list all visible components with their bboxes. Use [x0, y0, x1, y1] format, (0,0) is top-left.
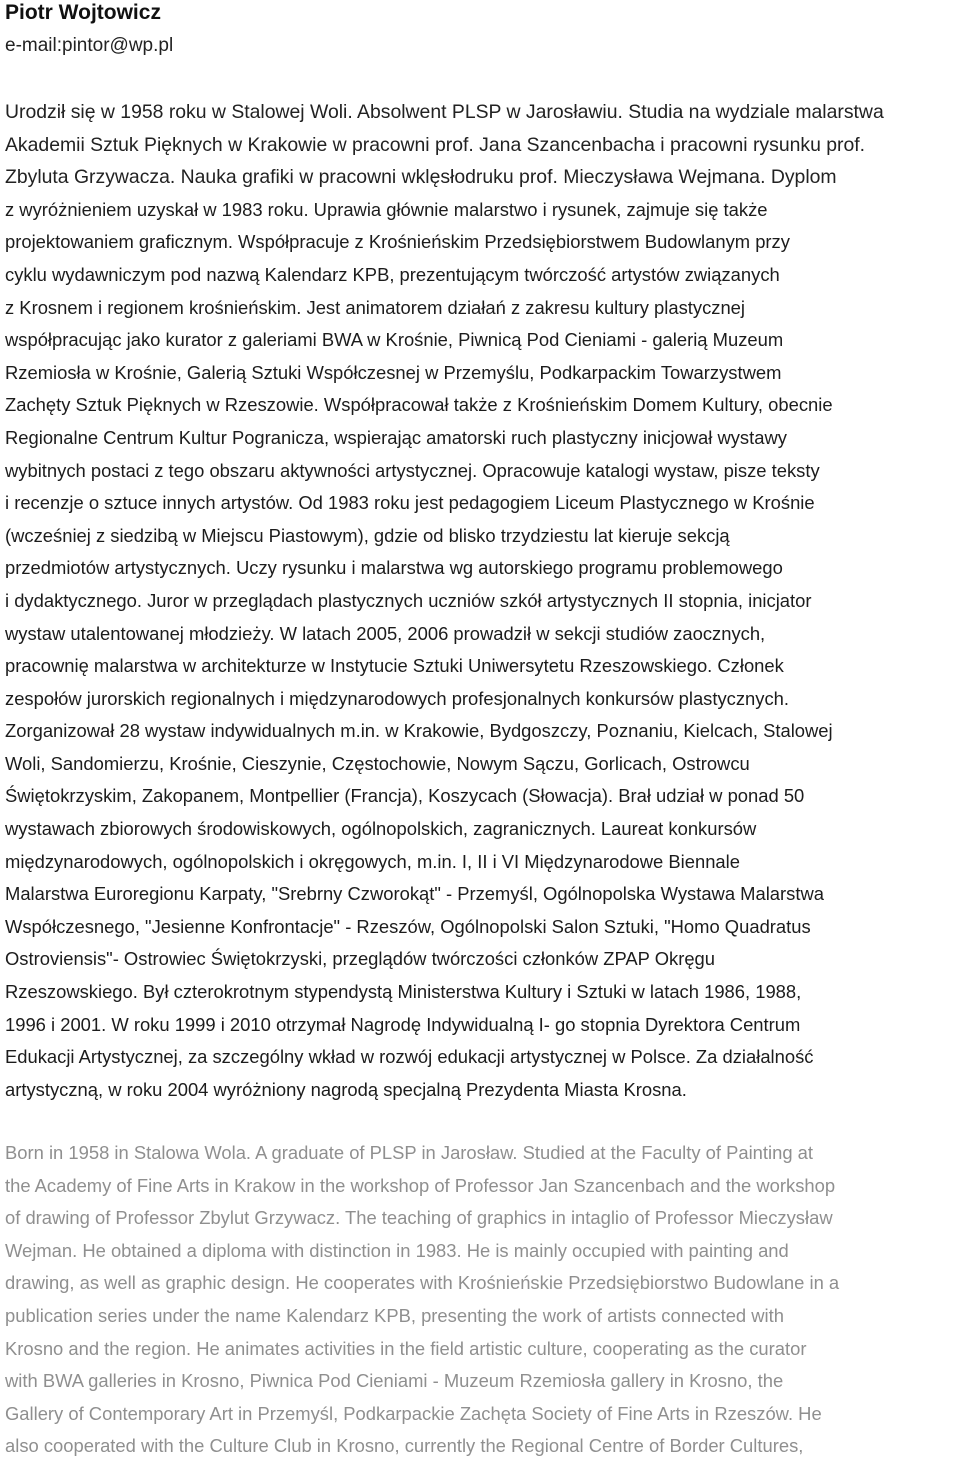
text-line: Zbyluta Grzywacza. Nauka grafiki w pracowni wklęsłodruku prof. Mieczysława Wejmana. Dyplom	[5, 166, 837, 189]
text-line: międzynarodowych, ogólnopolskich i okręgowych, m.in. I, II i VI Międzynarodowe Biennale	[5, 850, 740, 872]
text-line: Krosno and the region. He animates activities in the field artistic culture, cooperating as the curator	[5, 1337, 807, 1359]
text-line: pracownię malarstwa w architekturze w Instytucie Sztuki Uniwersytetu Rzeszowskiego. Członek	[5, 655, 784, 677]
text-line: (wcześniej z siedzibą w Miejscu Piastowym), gdzie od blisko trzydziestu lat kieruje sekcją	[5, 524, 730, 546]
author-email: e-mail:pintor@wp.pl	[5, 35, 174, 56]
text-line: drawing, as well as graphic design. He cooperates with Krośnieńskie Przedsiębiorstwo Budowlane in a	[5, 1272, 840, 1294]
text-line: Rzemiosła w Krośnie, Galerią Sztuki Współczesnej w Przemyślu, Podkarpackim Towarzystwem	[5, 361, 782, 383]
text-line: wybitnych postaci z tego obszaru aktywności artystycznej. Opracowuje katalogi wystaw, pisze teksty	[5, 459, 820, 481]
text-line: of drawing of Professor Zbylut Grzywacz. The teaching of graphics in intaglio of Professor Mieczysław	[5, 1207, 833, 1229]
text-line: 1996 i 2001. W roku 1999 i 2010 otrzymał Nagrodę Indywidualną I- go stopnia Dyrektora Centrum	[5, 1013, 801, 1035]
text-line: Malarstwa Euroregionu Karpaty, "Srebrny Czworokąt" - Przemyśl, Ogólnopolska Wystawa Malarstwa	[5, 883, 824, 905]
text-line: przedmiotów artystycznych. Uczy rysunku i malarstwa wg autorskiego programu problemowego	[5, 557, 783, 579]
author-name: Piotr Wojtowicz	[5, 1, 161, 24]
text-line: Akademii Sztuk Pięknych w Krakowie w pracowni prof. Jana Szancenbacha i pracowni rysunku prof.	[5, 133, 866, 156]
text-line: Regionalne Centrum Kultur Pogranicza, wspierając amatorski ruch plastyczny inicjował wystawy	[5, 426, 787, 448]
text-line: Wejman. He obtained a diploma with distinction in 1983. He is mainly occupied with painting and	[5, 1239, 789, 1261]
text-line: Zachęty Sztuk Pięknych w Rzeszowie. Współpracował także z Krośnieńskim Domem Kultury, obecnie	[5, 394, 833, 416]
text-line: współpracując jako kurator z galeriami BWA w Krośnie, Piwnicą Pod Cieniami - galerią Muzeum	[5, 329, 784, 351]
text-line: i dydaktycznego. Juror w przeglądach plastycznych uczniów szkół artystycznych II stopnia, inicjator	[5, 589, 812, 611]
text-line: z Krosnem i regionem krośnieńskim. Jest animatorem działań z zakresu kultury plastycznej	[5, 296, 745, 318]
text-line: Zorganizował 28 wystaw indywidualnych m.in. w Krakowie, Bydgoszczy, Poznaniu, Kielcach, Stalowej	[5, 720, 833, 742]
text-line: i recenzje o sztuce innych artystów. Od 1983 roku jest pedagogiem Liceum Plastycznego w Krośnie	[5, 492, 815, 514]
text-line: wystaw utalentowanej młodzieży. W latach 2005, 2006 prowadził w sekcji studiów zaocznych,	[5, 622, 766, 644]
text-line: with BWA galleries in Krosno, Piwnica Pod Cieniami - Muzeum Rzemiosła gallery in Krosno, the	[5, 1370, 784, 1392]
text-line: the Academy of Fine Arts in Krakow in the workshop of Professor Jan Szancenbach and the workshop	[5, 1174, 836, 1196]
text-line: publication series under the name Kalendarz KPB, presenting the work of artists connected with	[5, 1304, 784, 1326]
text-line: Rzeszowskiego. Był czterokrotnym stypendystą Ministerstwa Kultury i Sztuki w latach 1986, 1988,	[5, 981, 802, 1003]
text-line: Woli, Sandomierzu, Krośnie, Cieszynie, Częstochowie, Nowym Sączu, Gorlicach, Ostrowcu	[5, 752, 750, 774]
text-line: wystawach zbiorowych środowiskowych, ogólnopolskich, zagranicznych. Laureat konkursów	[5, 818, 757, 840]
text-line: zespołów jurorskich regionalnych i międzynarodowych profesjonalnych konkursów plastycznych.	[5, 687, 790, 709]
text-line: artystyczną, w roku 2004 wyróżniony nagrodą specjalną Prezydenta Miasta Krosna.	[5, 1078, 687, 1100]
biography-polish	[5, 96, 884, 1106]
text-line: z wyróżnieniem uzyskał w 1983 roku. Uprawia głównie malarstwo i rysunek, zajmuje się także	[5, 198, 768, 220]
text-line: Born in 1958 in Stalowa Wola. A graduate of PLSP in Jarosław. Studied at the Faculty of Painting at	[5, 1142, 813, 1163]
text-line: Ostroviensis"- Ostrowiec Świętokrzyski, przeglądów twórczości członków ZPAP Okręgu	[5, 948, 716, 970]
text-line: Świętokrzyskim, Zakopanem, Montpellier (Francja), Koszycach (Słowacja). Brał udział w ponad 50	[5, 785, 805, 807]
text-line: Współczesnego, "Jesienne Konfrontacje" - Rzeszów, Ogólnopolski Salon Sztuki, "Homo Quadratus	[5, 915, 811, 937]
text-line: cyklu wydawniczym pod nazwą Kalendarz KPB, prezentującym twórczość artystów związanych	[5, 263, 780, 285]
text-line: also cooperated with the Culture Club in Krosno, currently the Regional Centre of Border Cultures,	[5, 1435, 804, 1457]
text-line: Gallery of Contemporary Art in Przemyśl, Podkarpackie Zachęta Society of Fine Arts in Rzeszów. He	[5, 1402, 822, 1424]
text-line: Urodził się w 1958 roku w Stalowej Woli. Absolwent PLSP w Jarosławiu. Studia na wydziale malarstwa	[5, 101, 884, 123]
text-line: projektowaniem graficznym. Współpracuje z Krośnieńskim Przedsiębiorstwem Budowlanym przy	[5, 231, 790, 253]
biography-english	[5, 1137, 839, 1463]
text-line: Edukacji Artystycznej, za szczególny wkład w rozwój edukacji artystycznej w Polsce. Za działalność	[5, 1046, 814, 1068]
